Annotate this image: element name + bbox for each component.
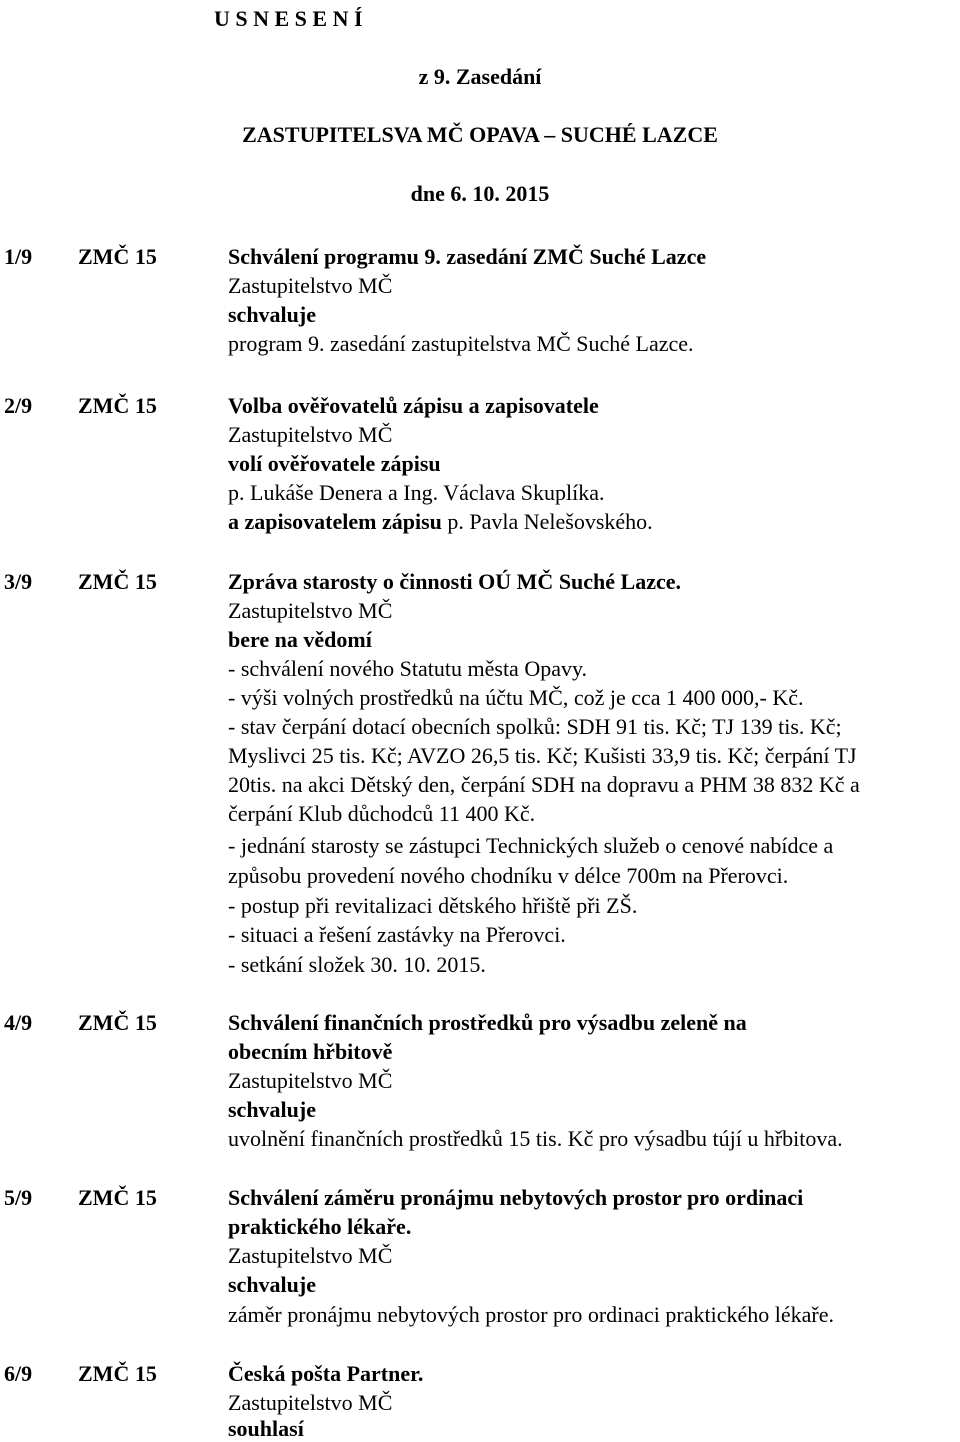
item-number: 4/9 [4,1010,33,1035]
item-body-line: - situaci a řešení zastávky na Přerovci. [228,922,566,947]
item-resolution-verb: schvaluje [228,1097,316,1122]
item-body-line: - postup při revitalizaci dětského hřiště při ZŠ. [228,893,638,918]
item-title: praktického lékaře. [228,1214,412,1239]
item-number: 3/9 [4,569,33,594]
item-body-line: program 9. zasedání zastupitelstva MČ Suché Lazce. [228,331,694,356]
item-body-line: - jednání starosty se zástupci Technických služeb o cenové nabídce a [228,833,834,858]
item-ref: ZMČ 15 [78,244,157,269]
item-resolution-verb: schvaluje [228,1272,316,1297]
item-title: obecním hřbitově [228,1039,393,1064]
council-heading: ZASTUPITELSVA MČ OPAVA – SUCHÉ LAZCE [242,122,718,147]
item-title: Schválení záměru pronájmu nebytových prostor pro ordinaci [228,1185,804,1210]
item-body-line: 20tis. na akci Dětský den, čerpání SDH na dopravu a PHM 38 832 Kč a [228,772,860,797]
item-ref: ZMČ 15 [78,393,157,418]
item-body-line: Zastupitelstvo MČ [228,1068,393,1093]
item-body-line: - výši volných prostředků na účtu MČ, což je cca 1 400 000,- Kč. [228,685,804,710]
item-ref: ZMČ 15 [78,1010,157,1035]
item-title: Schválení finančních prostředků pro výsadbu zeleně na [228,1010,747,1035]
item-ref: ZMČ 15 [78,1185,157,1210]
item-body-line: Zastupitelstvo MČ [228,1390,393,1415]
document-title: U S N E S E N Í [214,6,363,31]
item-body-line: záměr pronájmu nebytových prostor pro ordinaci praktického lékaře. [228,1302,834,1327]
item-resolution-verb: souhlasí [228,1416,304,1441]
item-ref: ZMČ 15 [78,569,157,594]
item-resolution-verb: volí ověřovatele zápisu [228,451,441,476]
item-number: 5/9 [4,1185,33,1210]
item-body-text: p. Pavla Nelešovského. [447,509,653,534]
item-resolution-verb: a zapisovatelem zápisu [228,509,442,534]
item-number: 1/9 [4,244,33,269]
session-heading: z 9. Zasedání [418,64,542,89]
item-body-line: Zastupitelstvo MČ [228,1243,393,1268]
item-body-line: p. Lukáše Denera a Ing. Václava Skuplíka. [228,480,605,505]
item-body-line: způsobu provedení nového chodníku v délce 700m na Přerovci. [228,863,789,888]
item-number: 6/9 [4,1361,33,1386]
item-body-line: čerpání Klub důchodců 11 400 Kč. [228,801,536,826]
item-body-line: Zastupitelstvo MČ [228,598,393,623]
item-resolution-verb: schvaluje [228,302,316,327]
item-title: Volba ověřovatelů zápisu a zapisovatele [228,393,599,418]
item-ref: ZMČ 15 [78,1361,157,1386]
item-title: Zpráva starosty o činnosti OÚ MČ Suché Lazce. [228,569,682,594]
item-body-line: - stav čerpání dotací obecních spolků: SDH 91 tis. Kč; TJ 139 tis. Kč; [228,714,842,739]
item-body-line: - setkání složek 30. 10. 2015. [228,952,486,977]
item-body-line [228,509,653,535]
item-body-line: uvolnění finančních prostředků 15 tis. Kč pro výsadbu tújí u hřbitova. [228,1126,843,1151]
date-heading: dne 6. 10. 2015 [410,181,550,206]
item-body-line: Myslivci 25 tis. Kč; AVZO 26,5 tis. Kč; Kušisti 33,9 tis. Kč; čerpání TJ [228,743,857,768]
item-title: Česká pošta Partner. [228,1361,424,1386]
item-body-line: Zastupitelstvo MČ [228,273,393,298]
item-title: Schválení programu 9. zasedání ZMČ Suché Lazce [228,244,707,269]
item-body-line: Zastupitelstvo MČ [228,422,393,447]
item-resolution-verb: bere na vědomí [228,627,372,652]
item-body-line: - schválení nového Statutu města Opavy. [228,656,588,681]
item-number: 2/9 [4,393,33,418]
